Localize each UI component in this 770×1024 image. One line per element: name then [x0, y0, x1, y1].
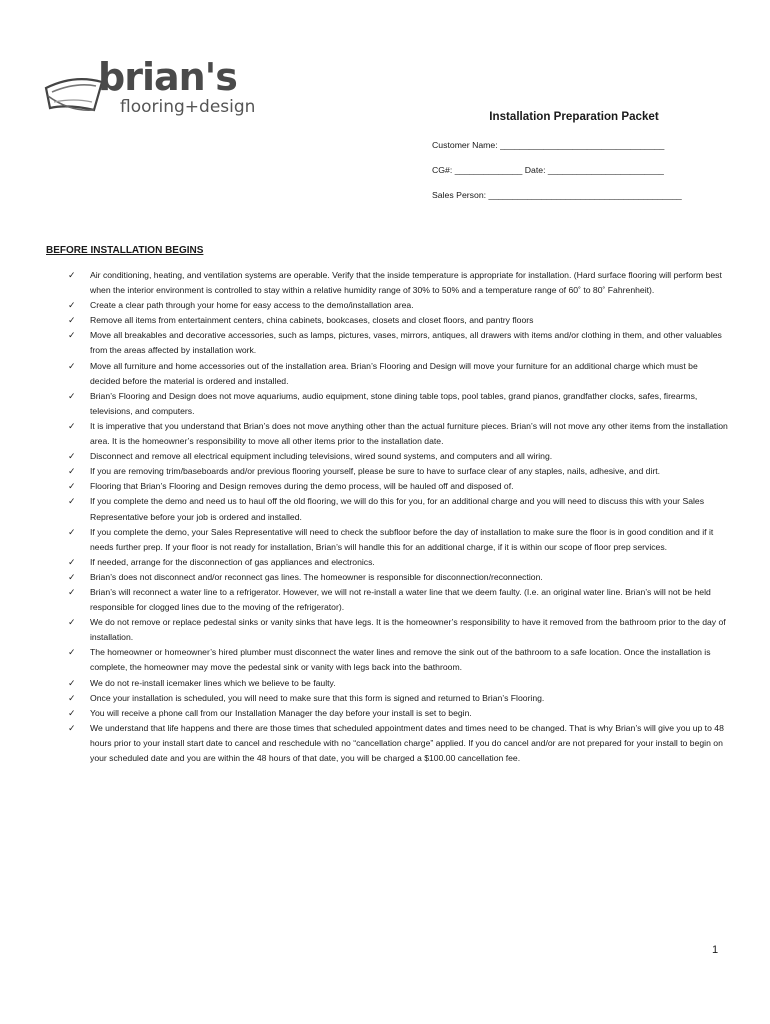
checklist-item: [68, 676, 728, 691]
checklist-item: [68, 585, 728, 615]
checkmark-icon: ✓: [68, 556, 76, 567]
checklist-item: [68, 525, 728, 555]
checklist-item: [68, 419, 728, 449]
checklist-item-text: Disconnect and remove all electrical equipment including televisions, wired sound systems, and computers and all wiring.: [90, 451, 553, 462]
checkmark-icon: ✓: [68, 300, 76, 311]
checkmark-icon: ✓: [68, 586, 76, 597]
checklist-item: [68, 464, 728, 479]
checklist-item: [68, 691, 728, 706]
checklist-item-text: If needed, arrange for the disconnection of gas appliances and electronics.: [90, 556, 375, 567]
checkmark-icon: ✓: [68, 420, 76, 431]
checkmark-icon: ✓: [68, 496, 76, 507]
checklist-item-text: We do not remove or replace pedestal sinks or vanity sinks that have legs. It is the homeowner’s responsibility to have it removed from the bathroom prior to the day of installation.: [90, 617, 726, 643]
checklist-item: [68, 615, 728, 645]
checklist-item-text: It is imperative that you understand that Brian’s does not move anything other than the actual furniture pieces. Brian’s will not move any other items from the installation area. It is the homeowner’s responsibility to move all other items prior to the installation date.: [90, 420, 728, 447]
checklist-item: [68, 359, 728, 389]
checklist-item-text: Remove all items from entertainment centers, china cabinets, bookcases, closets and closet floors, and pantry floors: [90, 315, 534, 326]
checklist-item-text: Create a clear path through your home for easy access to the demo/installation area.: [90, 300, 414, 311]
checkmark-icon: ✓: [68, 481, 76, 492]
checkmark-icon: ✓: [68, 451, 76, 462]
checklist-item: [68, 389, 728, 419]
checklist-item-text: You will receive a phone call from our Installation Manager the day before your install is set to begin.: [90, 707, 472, 718]
checklist-item: [68, 570, 728, 585]
checkmark-icon: ✓: [68, 722, 76, 733]
section-heading: BEFORE INSTALLATION BEGINS: [46, 245, 204, 256]
company-logo: [44, 52, 272, 122]
checklist-item: [68, 706, 728, 721]
checkmark-icon: ✓: [68, 360, 76, 371]
page-title: Installation Preparation Packet: [489, 110, 659, 123]
checklist-item-text: If you complete the demo, your Sales Representative will need to check the subfloor before the day of installation to make sure the floor is in good condition and if it needs further prep. If your floor is not ready for installation, Brian’s will handle this for an additional charge, if it is within our scope of floor prep services.: [90, 526, 714, 552]
page-number: 1: [712, 944, 719, 956]
checklist-item-text: Move all breakables and decorative accessories, such as lamps, pictures, vases, mirrors, antiques, all drawers with items and/or clothing in them, and other valuables from the areas affected by installation work.: [90, 330, 722, 356]
logo-brand-text: brian's: [98, 55, 237, 99]
checklist-item-text: Flooring that Brian’s Flooring and Design removes during the demo process, will be hauled off and disposed of.: [90, 481, 514, 492]
checklist-item: [68, 555, 728, 570]
cg-date-field[interactable]: CG#: ______________ Date: ________________________: [432, 165, 664, 175]
logo-graphic: [44, 52, 272, 122]
checkmark-icon: ✓: [68, 707, 76, 718]
checklist-item-text: Brian’s does not disconnect and/or reconnect gas lines. The homeowner is responsible for disconnection/reconnection.: [90, 571, 543, 582]
checklist-item-text: We understand that life happens and there are those times that scheduled appointment dates and times need to be changed. That is why Brian’s will give you up to 48 hours prior to your install start date to cancel and reschedule with no “cancellation charge” applied. If you do cancel and/or are not prepared for your install to begin on your scheduled date and you are within the 48 hours of that date, you will be charged a $100.00 cancellation fee.: [90, 722, 724, 763]
checkmark-icon: ✓: [68, 647, 76, 658]
checkmark-icon: ✓: [68, 330, 76, 341]
checkmark-icon: ✓: [68, 692, 76, 703]
checklist-item-text: Brian’s will reconnect a water line to a refrigerator. However, we will not re-install a water line that we deem faulty. (I.e. an original water line. Brian’s will not be held responsible for clogged lines due to the moving of the refrigerator).: [90, 586, 711, 613]
checklist-item-text: Move all furniture and home accessories out of the installation area. Brian’s Flooring and Design will move your furniture for an additional charge which must be decided before the material is ordered and installed.: [90, 360, 698, 386]
checklist-item: [68, 494, 728, 524]
customer-name-field[interactable]: Customer Name: __________________________________: [432, 140, 665, 150]
checkmark-icon: ✓: [68, 571, 76, 582]
checklist-item: [68, 328, 728, 358]
checklist-item-text: Air conditioning, heating, and ventilation systems are operable. Verify that the inside temperature is appropriate for installation. (Hard surface flooring will perform best when the interior environment is controlled to stay within a relative humidity range of 30% to 50% and a temperature range of 60˚ to 80˚ Fahrenheit).: [90, 270, 722, 296]
checklist-item-text: If you are removing trim/baseboards and/or previous flooring yourself, please be sure to have to surface clear of any staples, nails, adhesive, and dirt.: [90, 466, 661, 477]
checkmark-icon: ✓: [68, 526, 76, 537]
checkmark-icon: ✓: [68, 466, 76, 477]
checklist-item: [68, 479, 728, 494]
checkmark-icon: ✓: [68, 270, 76, 280]
checkmark-icon: ✓: [68, 315, 76, 326]
checklist-item: [68, 268, 728, 298]
checklist-item: [68, 449, 728, 464]
instructions-checklist: [68, 268, 728, 766]
checkmark-icon: ✓: [68, 677, 76, 688]
logo-tagline-text: flooring+design: [120, 97, 256, 117]
checklist-item-text: We do not re-install icemaker lines which we believe to be faulty.: [90, 677, 336, 688]
checklist-item: [68, 721, 728, 766]
checklist-item-text: Once your installation is scheduled, you will need to make sure that this form is signed and returned to Brian’s Flooring.: [90, 692, 545, 703]
checklist-item-text: If you complete the demo and need us to haul off the old flooring, we will do this for you, for an additional charge and you will need to discuss this with your Sales Representative before your job is ordered and installed.: [90, 496, 705, 522]
sales-person-field[interactable]: Sales Person: ________________________________________: [432, 190, 682, 200]
checkmark-icon: ✓: [68, 617, 76, 628]
checklist-item: [68, 313, 728, 328]
checklist-item-text: The homeowner or homeowner’s hired plumber must disconnect the water lines and remove the sink out of the bathroom to a safe location. Once the installation is complete, the homeowner may move the pedestal sink or vanity with legs back into the bathroom.: [90, 647, 711, 673]
checklist-item: [68, 298, 728, 313]
checkmark-icon: ✓: [68, 390, 76, 401]
packet-header: [432, 110, 732, 200]
checklist-item: [68, 645, 728, 675]
checklist-item-text: Brian’s Flooring and Design does not move aquariums, audio equipment, stone dining table tops, pool tables, grand pianos, grandfather clocks, safes, firearms, televisions, and computers.: [90, 390, 698, 416]
